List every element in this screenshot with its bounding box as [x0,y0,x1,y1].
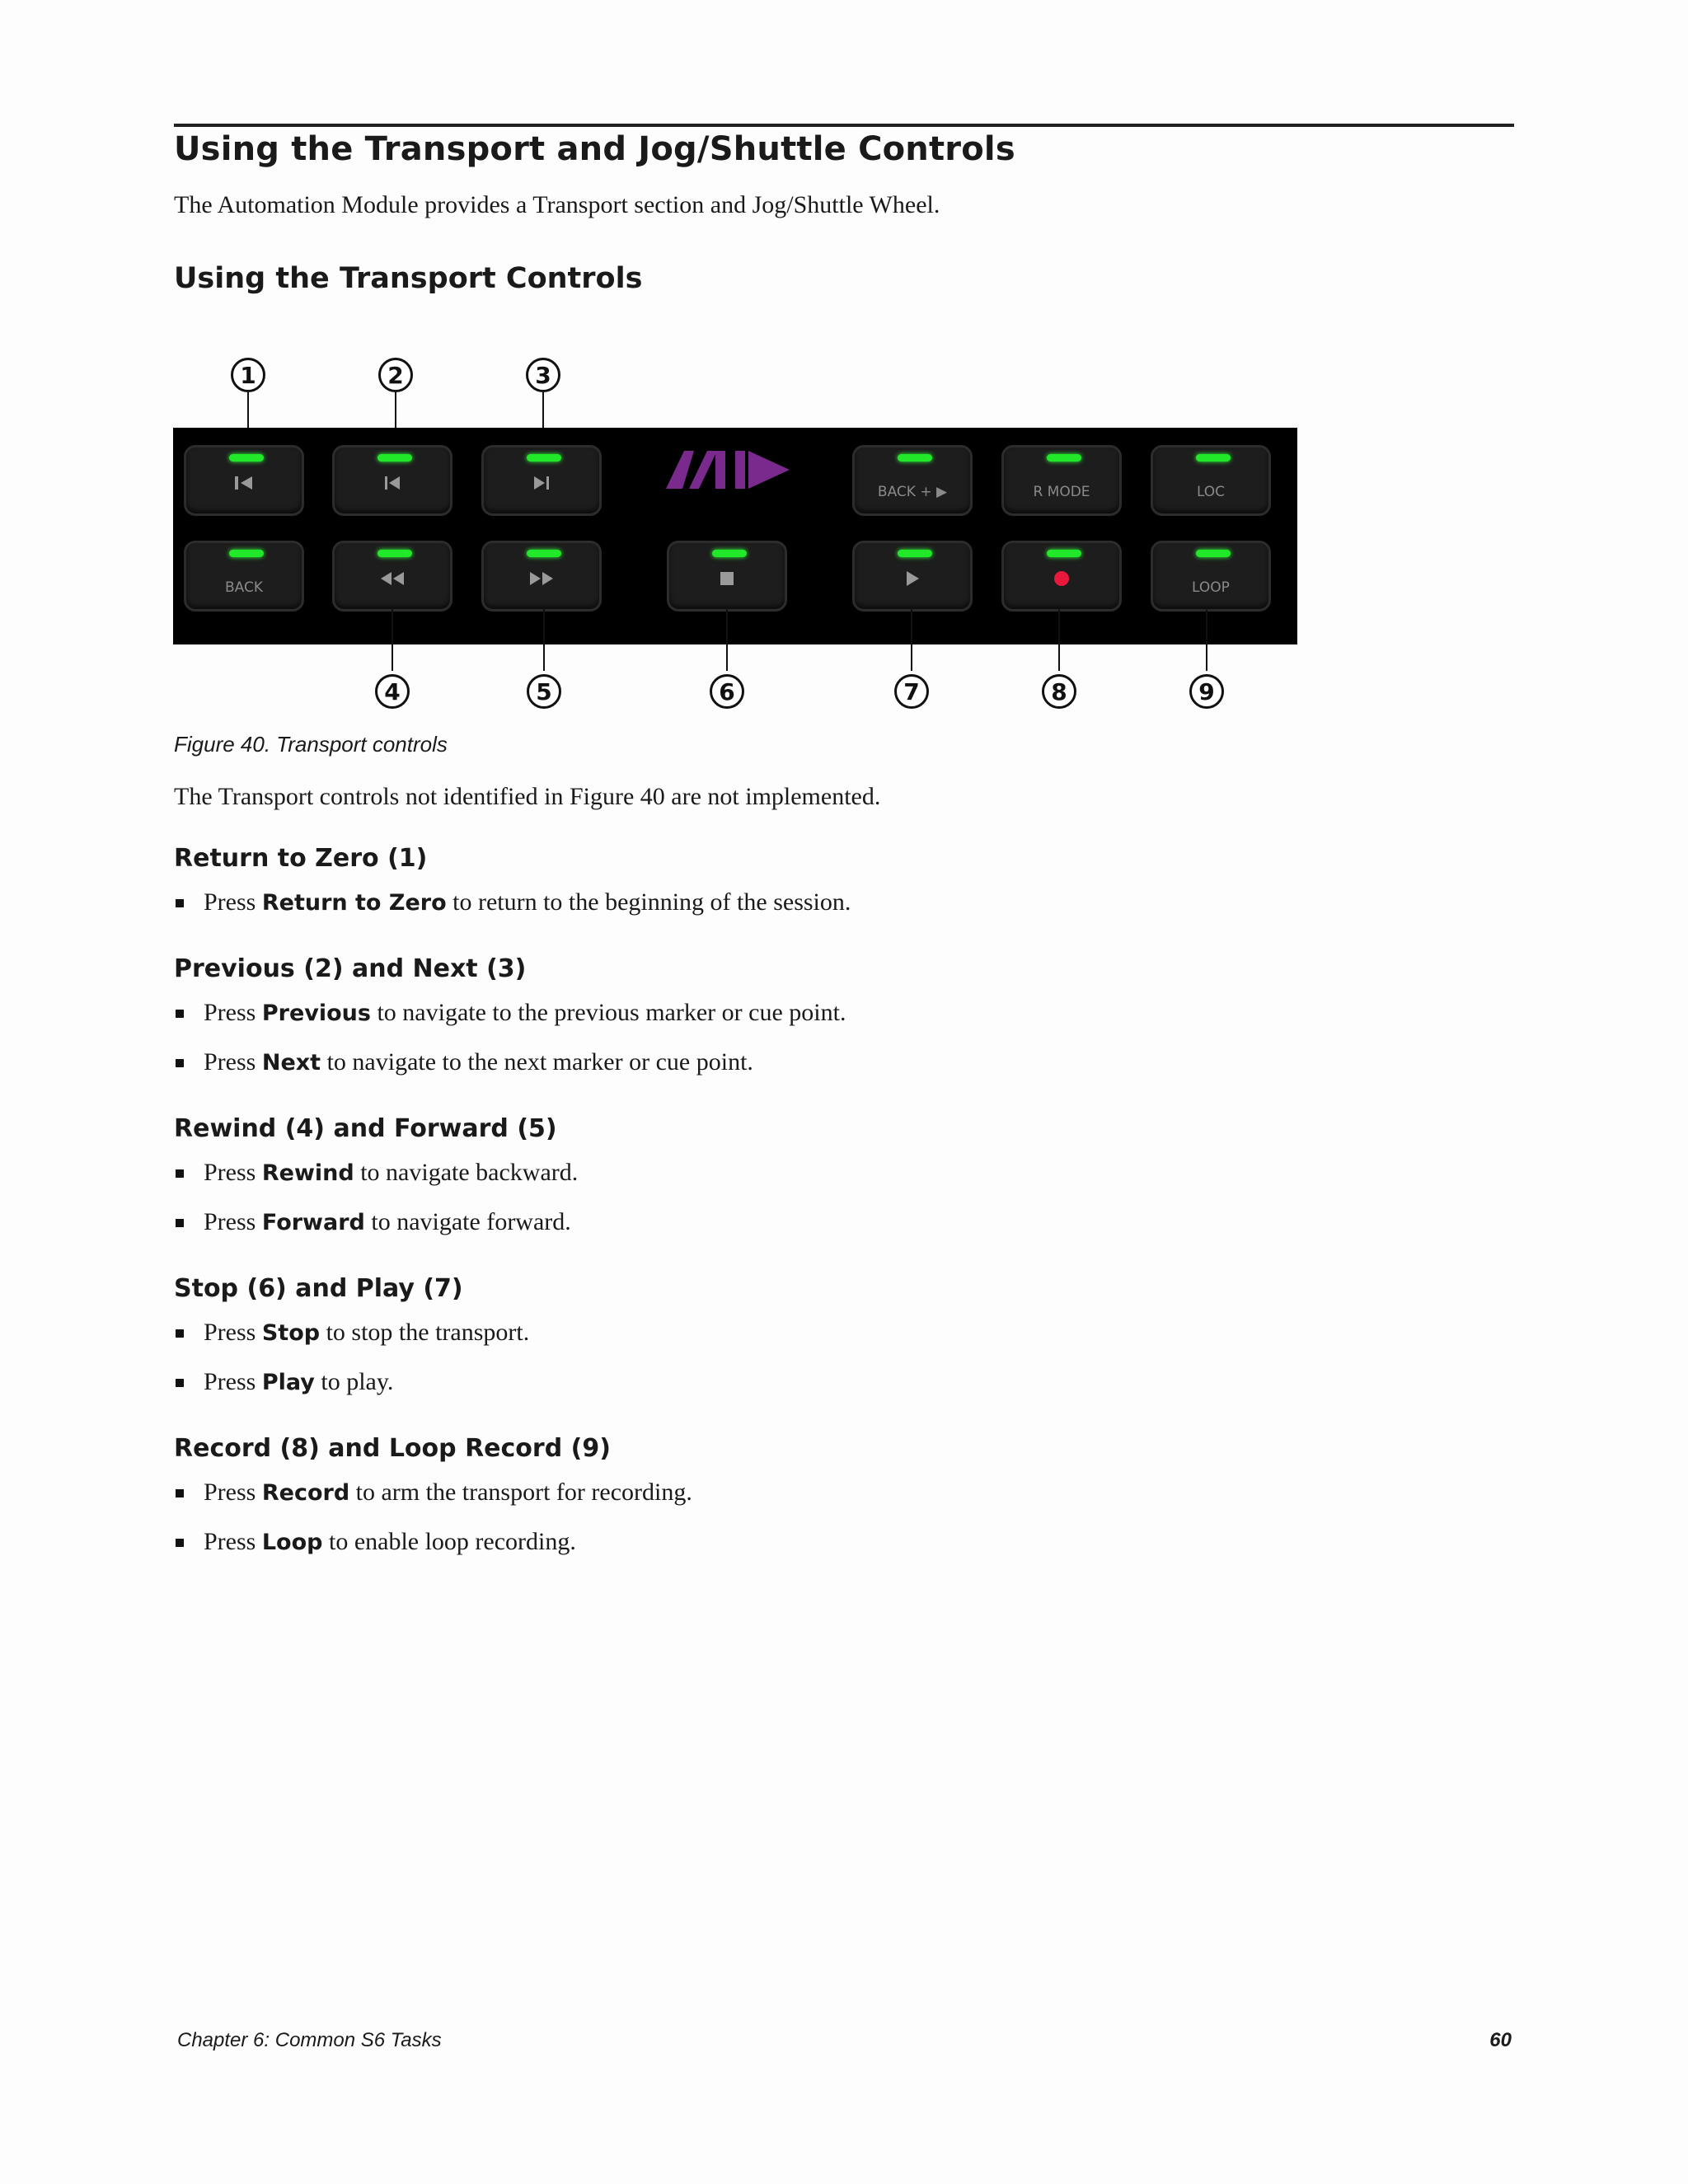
footer-page-number: 60 [1489,2029,1512,2051]
page-title: Using the Transport and Jog/Shuttle Controls [174,130,1015,168]
play-button[interactable] [852,541,973,612]
list-item: Press Record to arm the transport for recording. [174,1478,692,1527]
led-indicator [229,550,264,557]
leader-line [392,608,393,671]
previous-button[interactable] [332,445,452,516]
section-previous-next [174,954,846,1097]
bullet [176,1489,184,1497]
header-rule [174,124,1514,127]
bullet [176,1219,184,1227]
r-mode-button[interactable] [1001,445,1122,516]
section-record-loop [174,1434,692,1577]
bullet [176,899,184,907]
led-indicator [898,454,932,462]
callout-2: 2 [378,358,413,392]
list-item: Press Previous to navigate to the previous marker or cue point. [174,998,846,1047]
list-item: Press Return to Zero to return to the beginning of the session. [174,888,851,937]
callout-3: 3 [526,358,560,392]
back-plus-play-label: BACK + ▶ [877,484,948,500]
bullet [176,1010,184,1018]
callout-6: 6 [710,674,744,709]
list-item: Press Next to navigate to the next marker or cue point. [174,1047,846,1097]
leader-line [726,608,728,671]
figure-caption: Figure 40. Transport controls [174,732,448,757]
led-indicator [229,454,264,462]
return-to-zero-button[interactable] [184,445,304,516]
callout-7: 7 [894,674,929,709]
list-item: Press Stop to stop the transport. [174,1318,529,1367]
list-item: Press Forward to navigate forward. [174,1207,578,1257]
rewind-icon [378,569,406,588]
section-title: Using the Transport Controls [174,262,643,295]
bullet [176,1379,184,1387]
bullet [176,1539,184,1547]
callout-5: 5 [527,674,561,709]
avid-logo [666,448,790,490]
stop-icon [718,569,736,588]
play-icon [903,569,921,588]
section-heading: Rewind (4) and Forward (5) [174,1114,557,1143]
led-indicator [1047,454,1081,462]
led-indicator [527,550,561,557]
section-heading: Stop (6) and Play (7) [174,1274,463,1303]
section-heading: Return to Zero (1) [174,844,428,873]
next-icon [531,474,552,492]
next-button[interactable] [481,445,602,516]
back-label: BACK [224,579,263,596]
section-rewind-forward [174,1114,578,1257]
rewind-button[interactable] [332,541,452,612]
forward-button[interactable] [481,541,602,612]
bullet [176,1169,184,1178]
callout-4: 4 [375,674,410,709]
implementation-note: The Transport controls not identified in Figure 40 are not implemented. [174,783,881,810]
leader-line [1058,608,1060,671]
section-heading: Previous (2) and Next (3) [174,954,527,983]
led-indicator [1196,454,1231,462]
callout-1: 1 [231,358,265,392]
record-icon [1053,569,1071,588]
loop-label: LOOP [1192,579,1230,596]
loc-button[interactable] [1151,445,1271,516]
list-item: Press Rewind to navigate backward. [174,1158,578,1207]
loop-button[interactable] [1151,541,1271,612]
leader-line [543,608,545,671]
back-plus-play-button[interactable] [852,445,973,516]
led-indicator [377,550,412,557]
list-item: Press Play to play. [174,1367,529,1417]
callout-8: 8 [1042,674,1076,709]
section-return-to-zero [174,844,851,937]
led-indicator [1196,550,1231,557]
section-stop-play [174,1274,529,1417]
list-item: Press Loop to enable loop recording. [174,1527,692,1577]
led-indicator [527,454,561,462]
footer-chapter: Chapter 6: Common S6 Tasks [177,2029,442,2051]
previous-icon [382,474,403,492]
leader-line [911,608,912,671]
record-button[interactable] [1001,541,1122,612]
r-mode-label: R MODE [1033,484,1090,500]
back-button[interactable] [184,541,304,612]
fast-forward-icon [528,569,556,588]
bullet [176,1059,184,1067]
leader-line [1206,608,1207,671]
intro-text: The Automation Module provides a Transport section and Jog/Shuttle Wheel. [174,191,940,218]
led-indicator [712,550,747,557]
callout-9: 9 [1189,674,1224,709]
bullet [176,1329,184,1338]
loc-label: LOC [1196,484,1226,500]
led-indicator [377,454,412,462]
return-to-zero-icon [232,474,256,492]
led-indicator [898,550,932,557]
led-indicator [1047,550,1081,557]
stop-button[interactable] [667,541,787,612]
section-heading: Record (8) and Loop Record (9) [174,1434,611,1463]
